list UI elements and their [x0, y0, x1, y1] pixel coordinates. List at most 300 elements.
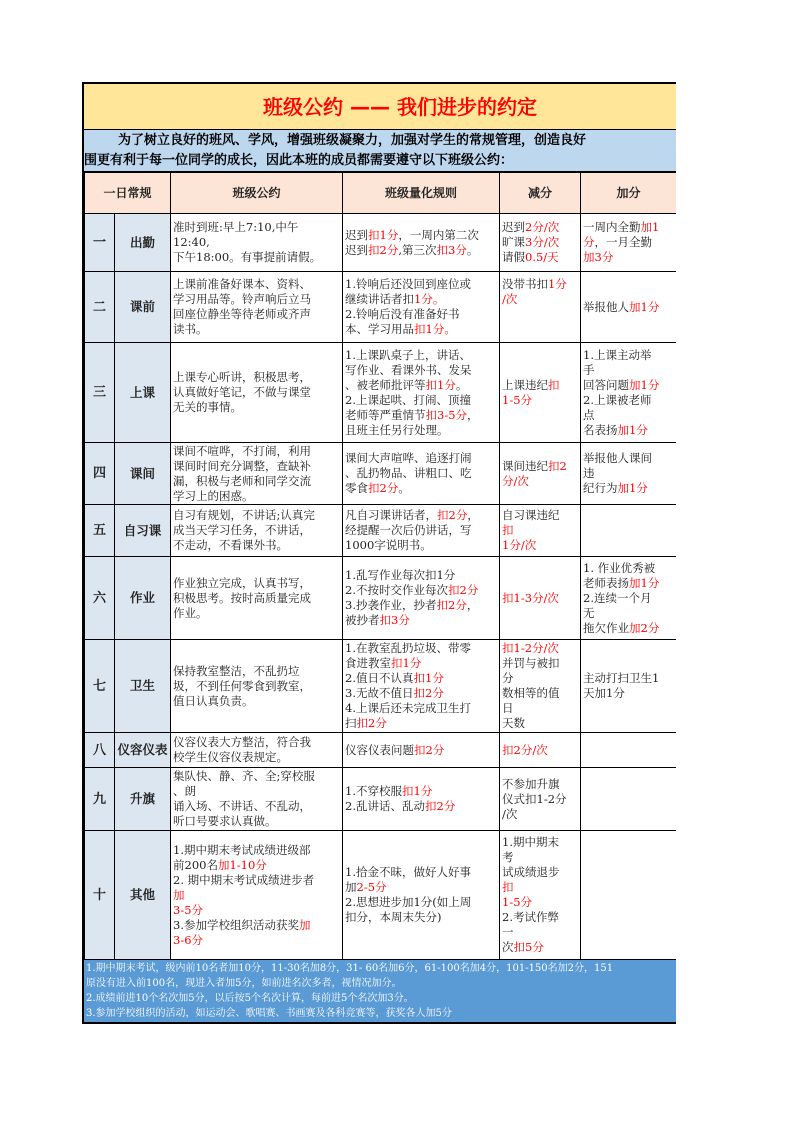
table-row — [85, 640, 677, 733]
score-highlight: 扣2分 — [436, 598, 467, 612]
bonus-cell — [581, 557, 676, 640]
cell-line — [345, 393, 497, 408]
cell-line — [502, 474, 578, 489]
cell-text: 成当天学习任务，不讲话， — [173, 523, 312, 537]
cell-text: 分 — [502, 671, 514, 685]
cell-text: 2.铃响后没有准备好书 — [345, 307, 460, 321]
cell-text: 2.考试作弊 — [502, 910, 559, 924]
cell-line — [502, 538, 578, 553]
cell-line — [583, 451, 674, 466]
cell-text: 3.抄袭作业，抄者 — [345, 598, 437, 612]
intro-line: 围更有利于每一位同学的成长，因此本班的成员都需要遵守以下班级公约： — [84, 153, 514, 168]
cell-text: 纪行为 — [583, 481, 618, 495]
cell-text: 一 — [502, 925, 514, 939]
row-number: 六 — [85, 557, 115, 640]
cell-line — [345, 322, 497, 337]
cell-text: 自习课违纪 — [502, 508, 560, 522]
cell-text: 拖欠作业 — [583, 620, 630, 635]
score-highlight: 扣2分 — [414, 742, 445, 757]
cell-line — [345, 910, 497, 925]
cell-line — [173, 292, 340, 307]
deduction-cell — [500, 831, 581, 960]
score-highlight: 扣1分 — [425, 377, 456, 392]
cell-line — [583, 606, 674, 621]
cell-line — [502, 393, 578, 408]
cell-text: 1.不穿校服 — [345, 784, 402, 798]
cell-text: ，一周内第二次 — [398, 227, 479, 242]
cell-text: 认真做好笔记，不做与课堂 — [173, 385, 312, 399]
row-category: 升旗 — [115, 768, 171, 831]
cell-line — [502, 743, 578, 758]
cell-text: 作业独立完成，认真书写， — [173, 575, 312, 590]
cell-line — [502, 835, 578, 850]
quant-rule-cell — [343, 768, 500, 831]
cell-text: 上课违纪 — [502, 377, 549, 392]
cell-text: 一周内全勤 — [583, 220, 641, 234]
cell-text: 凡自习课讲话者， — [345, 508, 438, 522]
cell-text: 被抄者 — [345, 613, 380, 627]
cell-text: 作业。 — [173, 605, 208, 620]
score-highlight: 加1分 — [617, 481, 648, 495]
cell-line — [173, 307, 340, 322]
score-highlight: 加1分 — [629, 575, 660, 590]
cell-line — [502, 925, 578, 940]
cell-line — [345, 799, 497, 814]
score-highlight: 扣2分 — [356, 716, 387, 730]
score-highlight: 扣2分 — [425, 799, 456, 813]
cell-text: 学习用品等。铃声响后立马 — [173, 292, 312, 306]
footer-note: 原没有进入前100名，现进入者加5分，如前进名次多者，视情况加分。 — [86, 978, 402, 989]
cell-text: 主动打扫卫生1 — [583, 671, 660, 685]
table-row — [85, 557, 677, 640]
cell-text: 课间不喧哗，不打闹，利用 — [173, 443, 312, 458]
cell-text: 数相等的值 — [502, 686, 560, 700]
cell-line — [502, 777, 578, 792]
cell-text: 2. 期中期末考试成绩进步者 — [173, 872, 315, 887]
cell-line — [502, 656, 578, 671]
cell-text: 前200名 — [173, 857, 218, 872]
convention-cell — [171, 640, 343, 733]
cell-line — [502, 940, 578, 955]
cell-line — [173, 489, 340, 504]
cell-line — [502, 235, 578, 250]
table-row — [85, 443, 677, 505]
footer-note: 1.期中期末考试，级内前10名者加10分，11-30名加8分，31- 60名加6分，61-100名加4分，101-150名加2分，151 — [86, 963, 614, 974]
score-highlight: 1分/次 — [502, 538, 537, 552]
score-highlight: 扣3-5分 — [425, 407, 468, 422]
cell-text: 扫 — [345, 716, 357, 730]
cell-text: 食进教室 — [345, 656, 392, 670]
cell-text: 课间大声喧哗、追逐打闹 — [345, 451, 472, 465]
score-highlight: 2-5分 — [356, 880, 387, 894]
header-daily-routine: 一日常规 — [85, 173, 171, 214]
score-highlight: 扣2分 — [437, 508, 468, 522]
cell-text: 仪容仪表大方整洁，符合我 — [173, 735, 312, 749]
score-highlight: 扣3分 — [436, 242, 467, 257]
cell-line — [173, 444, 340, 459]
cell-text: ，一月全勤 — [594, 235, 653, 249]
cell-line — [345, 716, 497, 731]
deduction-cell — [500, 443, 581, 505]
score-highlight: 扣2分 — [368, 242, 399, 257]
row-category: 课间 — [115, 443, 171, 505]
cell-line — [173, 508, 340, 523]
cell-line — [173, 220, 340, 235]
score-highlight: 扣2分 — [413, 686, 444, 700]
cell-text: 日 — [502, 701, 514, 715]
cell-text: 旷课 — [502, 235, 526, 249]
cell-text: ， — [467, 508, 479, 522]
cell-line — [345, 583, 497, 598]
score-highlight: 1分。 — [414, 292, 445, 306]
score-highlight: 1-5分 — [502, 895, 533, 909]
convention-cell — [171, 768, 343, 831]
score-highlight: 分 — [583, 235, 595, 249]
table-row — [85, 343, 677, 443]
cell-text: 迟到 — [345, 242, 369, 257]
header-row — [85, 173, 677, 214]
cell-line — [173, 400, 340, 415]
cell-line — [583, 423, 674, 438]
row-category: 作业 — [115, 557, 171, 640]
score-highlight: 加1 — [640, 220, 660, 234]
score-highlight: 加2分 — [629, 620, 660, 635]
cell-line — [502, 895, 578, 910]
table-row — [85, 272, 677, 343]
cell-line — [583, 348, 674, 363]
cell-text: 2.上课起哄、打闹、顶撞 — [345, 392, 471, 407]
cell-text: 圾，不到任何零食到教室， — [173, 678, 312, 693]
cell-text: ,第三次 — [398, 242, 437, 257]
cell-text: 请假 — [502, 250, 526, 264]
table-row — [85, 768, 677, 831]
convention-cell — [171, 557, 343, 640]
cell-line — [173, 858, 340, 873]
score-highlight: 1分 — [548, 277, 567, 291]
row-category: 课前 — [115, 272, 171, 343]
cell-line — [173, 370, 340, 385]
cell-text: 手 — [583, 362, 595, 377]
cell-text: 仪式扣1-2分 — [502, 791, 567, 806]
cell-line — [173, 664, 340, 679]
cell-text: 无关的事情。 — [173, 400, 243, 414]
cell-text: 上课前准备好课本、资料、 — [173, 277, 312, 291]
cell-line — [583, 408, 674, 423]
cell-text: 迟到 — [502, 220, 526, 234]
cell-line — [583, 466, 674, 481]
score-highlight: 扣1分 — [402, 784, 433, 798]
cell-line — [583, 378, 674, 393]
cell-text: 迟到 — [345, 227, 369, 242]
cell-line — [502, 378, 578, 393]
cell-line — [173, 888, 340, 903]
cell-line — [583, 235, 674, 250]
score-highlight: 扣 — [502, 523, 514, 537]
cell-line — [345, 292, 497, 307]
cell-text: 3.无故不值日 — [345, 686, 414, 700]
cell-text: 2.值日不认真 — [345, 671, 414, 685]
cell-line — [502, 322, 578, 337]
cell-line — [345, 481, 497, 496]
cell-text: 回座位静坐等待老师或齐声 — [173, 307, 312, 321]
cell-line — [502, 292, 578, 307]
cell-text: 自习有规划，不讲话;认真完 — [173, 508, 315, 522]
cell-line — [173, 903, 340, 918]
cell-line — [502, 307, 578, 322]
class-convention-sheet — [82, 82, 676, 1024]
cell-line — [345, 568, 497, 583]
cell-line — [502, 508, 578, 523]
score-highlight: 扣 — [502, 880, 514, 894]
cell-line — [173, 843, 340, 858]
cell-line — [173, 576, 340, 591]
quant-rule-cell — [343, 443, 500, 505]
cell-text: 并罚与被扣 — [502, 656, 560, 670]
cell-text: 保持教室整洁，不乱扔垃 — [173, 663, 300, 678]
cell-line — [173, 322, 340, 337]
cell-line — [345, 641, 497, 656]
score-highlight: 扣1-2分/次 — [502, 641, 559, 655]
page-title: 班级公约 —— 我们进步的约定 — [84, 84, 676, 130]
cell-line — [502, 459, 578, 474]
cell-line — [173, 591, 340, 606]
cell-line — [502, 523, 578, 538]
score-highlight: 3-5分 — [173, 902, 204, 917]
cell-text: 2.不按时交作业每次 — [345, 583, 448, 597]
bonus-cell — [581, 443, 676, 505]
cell-text: 积极思考。按时高质量完成 — [173, 590, 312, 605]
cell-line — [345, 408, 497, 423]
cell-text: 读书。 — [173, 322, 208, 336]
cell-line — [173, 523, 340, 538]
cell-text: 老师表扬 — [583, 575, 630, 590]
footer-note: 2.成绩前进10个名次加5分，以后按5个名次计算，每前进5个名次加3分。 — [86, 993, 414, 1004]
cell-text: ， — [466, 598, 479, 612]
cell-text: 上课专心听讲，积极思考， — [173, 370, 312, 384]
deduction-cell — [500, 557, 581, 640]
table-row — [85, 831, 677, 960]
deduction-cell — [500, 768, 581, 831]
deduction-cell — [500, 272, 581, 343]
score-highlight: 扣3分 — [379, 613, 410, 627]
cell-line — [173, 679, 340, 694]
cell-line — [502, 716, 578, 731]
cell-line — [173, 933, 340, 948]
cell-line — [173, 235, 340, 250]
cell-line — [345, 880, 497, 895]
cell-line — [502, 850, 578, 865]
cell-text: 1. 作业优秀被 — [583, 560, 656, 575]
bonus-cell — [581, 214, 676, 272]
cell-text: 校学生仪容仪表规定。 — [173, 750, 289, 764]
score-highlight: /次 — [502, 292, 518, 306]
cell-text: 写作业、看课外书、发呆 — [345, 362, 472, 377]
cell-text: 经提醒一次后仍讲话，写 — [345, 523, 472, 537]
row-number: 四 — [85, 443, 115, 505]
cell-line — [173, 784, 340, 799]
cell-line — [502, 865, 578, 880]
deduction-cell — [500, 214, 581, 272]
cell-line — [502, 807, 578, 822]
quant-rule-cell — [343, 733, 500, 768]
cell-line — [345, 613, 497, 628]
cell-text: 点 — [583, 407, 595, 422]
bonus-cell — [581, 343, 676, 443]
cell-text: 准时到班:早上7:10,中午 — [173, 220, 299, 234]
score-highlight: 3-6分 — [173, 932, 204, 947]
convention-cell — [171, 733, 343, 768]
cell-text: 1.期中期末 — [502, 835, 559, 849]
cell-line — [345, 466, 497, 481]
cell-text: 课间违纪 — [502, 458, 549, 473]
cell-line — [583, 220, 674, 235]
score-highlight: 扣1分 — [413, 671, 444, 685]
cell-text: 下午18:00。有事提前请假。 — [173, 250, 322, 264]
cell-text: 天加1分 — [583, 686, 625, 700]
cell-text: 。 — [466, 242, 479, 257]
cell-line — [173, 873, 340, 888]
quant-rule-cell — [343, 214, 500, 272]
cell-text: 漏，积极与老师和同学交流 — [173, 473, 312, 488]
convention-cell — [171, 443, 343, 505]
table-row — [85, 733, 677, 768]
cell-text: 举报他人课间 — [583, 451, 653, 465]
cell-line — [345, 895, 497, 910]
cell-text: 回答问题 — [583, 377, 630, 392]
convention-cell — [171, 343, 343, 443]
cell-text: 1.期中期末考试成绩进级部 — [173, 842, 311, 857]
cell-text: 考 — [502, 850, 514, 864]
score-highlight: 扣 — [548, 377, 560, 392]
intro-line: 为了树立良好的班风、学风，增强班级凝聚力，加强对学生的常规管理，创造良好 — [118, 133, 587, 148]
quant-rule-cell — [343, 640, 500, 733]
row-category: 仪容仪表 — [115, 733, 171, 768]
cell-text: 零食 — [345, 481, 369, 495]
score-highlight: 3分/次 — [525, 235, 560, 249]
cell-text: 、被老师批评等 — [345, 377, 426, 392]
row-number: 一 — [85, 214, 115, 272]
bonus-cell — [581, 505, 676, 557]
bonus-cell — [581, 640, 676, 733]
cell-line — [345, 523, 497, 538]
cell-line — [345, 423, 497, 438]
cell-text: 课间时间充分调整，查缺补 — [173, 458, 312, 473]
cell-line — [502, 277, 578, 292]
cell-text: 1.上课主动举 — [583, 347, 652, 362]
cell-line — [583, 591, 674, 606]
row-category: 卫生 — [115, 640, 171, 733]
cell-line — [345, 348, 497, 363]
cell-text: 听口号要求认真做。 — [173, 814, 277, 828]
cell-text: 4.上课后还未完成卫生打 — [345, 701, 471, 715]
header-quant-rules: 班级量化规则 — [343, 173, 500, 214]
cell-text: 12:40, — [173, 235, 210, 249]
row-category: 出勤 — [115, 214, 171, 272]
cell-text: 、朗 — [173, 784, 197, 798]
score-highlight: 加1分 — [629, 377, 660, 392]
cell-text: 不参加升旗 — [502, 776, 560, 791]
convention-cell — [171, 214, 343, 272]
score-highlight: 扣2分 — [448, 583, 479, 597]
cell-line — [345, 671, 497, 686]
cell-text: /次 — [502, 806, 518, 821]
footer-notes — [84, 960, 676, 1024]
cell-line — [583, 621, 674, 636]
header-convention: 班级公约 — [171, 173, 343, 214]
cell-text: 诵入场、不讲话、不乱动， — [173, 799, 312, 813]
score-highlight: 0.5/天 — [525, 250, 559, 264]
cell-text: 1.铃响后还没回到座位或 — [345, 277, 471, 291]
cell-line — [345, 686, 497, 701]
cell-text: 扣分，本周末失分) — [345, 910, 442, 924]
cell-text: 本、学习用品 — [345, 322, 415, 336]
score-highlight: 2分/次 — [525, 220, 560, 234]
cell-line — [173, 606, 340, 621]
quant-rule-cell — [343, 343, 500, 443]
score-highlight: 加 — [299, 917, 311, 932]
header-deduction: 减分 — [500, 173, 581, 214]
cell-text: 3.参加学校组织活动获奖 — [173, 917, 299, 932]
convention-cell — [171, 272, 343, 343]
cell-text: 举报他人 — [583, 299, 630, 314]
deduction-cell — [500, 640, 581, 733]
cell-text: 继续讲话者扣 — [345, 292, 415, 306]
cell-line — [345, 865, 497, 880]
row-number: 八 — [85, 733, 115, 768]
cell-text: 2.乱讲话、乱动 — [345, 799, 425, 813]
cell-text: 无 — [583, 605, 595, 620]
cell-line — [583, 300, 674, 315]
cell-line — [502, 591, 578, 606]
quant-rule-cell — [343, 557, 500, 640]
cell-text: 1.在教室乱扔垃圾、带零 — [345, 641, 471, 655]
cell-line — [173, 694, 340, 709]
deduction-cell — [500, 505, 581, 557]
quant-rule-cell — [343, 831, 500, 960]
cell-line — [345, 451, 497, 466]
cell-text: ， — [467, 407, 479, 422]
score-highlight: 扣1分。 — [414, 322, 456, 336]
cell-line — [173, 385, 340, 400]
footer-note: 3.参加学校组织的活动，如运动会、歌唱赛、书画赛及各科竞赛等，获奖各人加5分 — [86, 1008, 452, 1019]
score-highlight: 加1分 — [617, 422, 648, 437]
row-number: 二 — [85, 272, 115, 343]
cell-line — [583, 363, 674, 378]
cell-line — [345, 598, 497, 613]
row-category: 其他 — [115, 831, 171, 960]
bonus-cell — [581, 272, 676, 343]
cell-line — [345, 228, 497, 243]
cell-line — [345, 363, 497, 378]
deduction-cell — [500, 343, 581, 443]
row-category: 自习课 — [115, 505, 171, 557]
cell-text: 。 — [455, 377, 468, 392]
cell-text: 1.乱写作业每次扣1分 — [345, 568, 456, 582]
cell-line — [173, 735, 340, 750]
cell-line — [502, 910, 578, 925]
row-number: 五 — [85, 505, 115, 557]
cell-line — [173, 814, 340, 829]
bonus-cell — [581, 733, 676, 768]
rules-table — [84, 172, 676, 960]
cell-line — [173, 769, 340, 784]
score-highlight: 扣2分 — [368, 481, 399, 495]
cell-line — [173, 474, 340, 489]
quant-rule-cell — [343, 505, 500, 557]
cell-line — [345, 307, 497, 322]
cell-line — [173, 799, 340, 814]
cell-line — [583, 393, 674, 408]
